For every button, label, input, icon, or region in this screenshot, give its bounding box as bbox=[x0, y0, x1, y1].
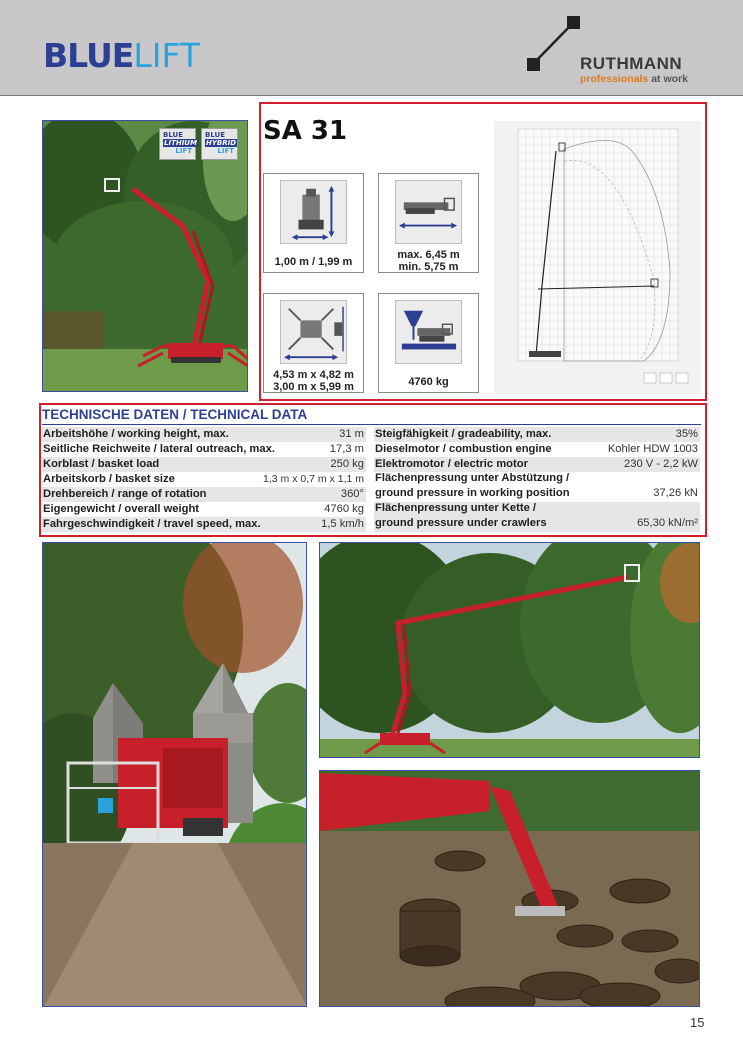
icon-card-footprint bbox=[263, 173, 364, 273]
machine-front-icon bbox=[280, 180, 347, 244]
photo-lift-outreach bbox=[319, 542, 700, 758]
tech-row: Fahrgeschwindigkeit / travel speed, max. 1,5 km/h bbox=[43, 518, 364, 530]
weight-caption: 4760 kg bbox=[408, 376, 449, 388]
page-header bbox=[0, 0, 743, 96]
tech-data-right-column bbox=[374, 427, 700, 532]
bluelift-logo: BLUELIFT bbox=[43, 36, 201, 75]
title-divider bbox=[42, 424, 701, 425]
tech-row: Seitliche Reichweite / lateral outreach, max. 17,3 m bbox=[43, 443, 364, 455]
transport-length-min: min. 5,75 m bbox=[398, 261, 459, 273]
tech-row: Elektromotor / electric motor 230 V - 2,2 kW bbox=[375, 458, 698, 470]
technical-data-title: TECHNISCHE DATEN / TECHNICAL DATA bbox=[42, 407, 308, 422]
company-tagline: professionals at work bbox=[580, 73, 688, 85]
hybrid-badge: BLUE HYBRID LIFT bbox=[201, 128, 238, 160]
tech-row: Steigfähigkeit / gradeability, max. 35% bbox=[375, 428, 698, 440]
battery-badges bbox=[159, 128, 239, 160]
outrigger-top-icon bbox=[280, 300, 347, 364]
tech-row: Korblast / basket load 250 kg bbox=[43, 458, 364, 470]
weight-icon bbox=[395, 300, 462, 364]
icon-card-weight bbox=[378, 293, 479, 393]
transport-length-max: max. 6,45 m bbox=[397, 249, 460, 261]
photo-lift-extended bbox=[42, 120, 248, 392]
photo-tree-stumps bbox=[319, 770, 700, 1007]
tech-data-left-column bbox=[42, 427, 366, 532]
footprint-caption: 1,00 m / 1,99 m bbox=[274, 256, 353, 268]
page-number: 15 bbox=[690, 1015, 705, 1030]
ruthmann-logo-icon bbox=[525, 14, 585, 74]
lithium-badge: BLUE LITHIUM LIFT bbox=[159, 128, 196, 160]
machine-side-icon bbox=[395, 180, 462, 244]
tech-row: Arbeitshöhe / working height, max. 31 m bbox=[43, 428, 364, 440]
tech-row: Eigengewicht / overall weight 4760 kg bbox=[43, 503, 364, 515]
outrigger-size-2: 3,00 m x 5,99 m bbox=[273, 381, 354, 393]
company-name: RUTHMANN bbox=[580, 54, 683, 73]
tech-row: Drehbereich / range of rotation 360° bbox=[43, 488, 364, 500]
tech-row: Dieselmotor / combustion engine Kohler HDW 1003 bbox=[375, 443, 698, 455]
tech-row: Flächenpressung unter Abstützung / ground pressure in working position 37,26 kN bbox=[375, 472, 698, 499]
icon-card-transport-length bbox=[378, 173, 479, 273]
tech-row: Flächenpressung unter Kette / ground pressure under crawlers 65,30 kN/m² bbox=[374, 502, 700, 532]
working-range-diagram bbox=[494, 121, 701, 394]
model-title: SA 31 bbox=[263, 116, 348, 146]
photo-lift-gateway bbox=[42, 542, 307, 1007]
outrigger-size-1: 4,53 m x 4,82 m bbox=[273, 369, 354, 381]
tech-row: Arbeitskorb / basket size 1,3 m x 0,7 m x 1,1 m bbox=[43, 473, 364, 485]
icon-card-outriggers bbox=[263, 293, 364, 393]
